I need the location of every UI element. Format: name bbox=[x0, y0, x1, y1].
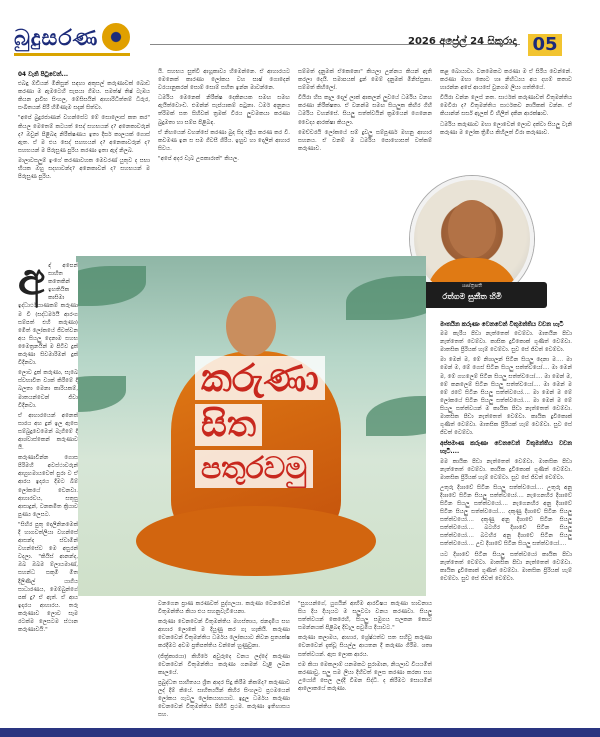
title-line-3: පතුරවමු bbox=[195, 450, 313, 488]
paragraph: වියිරා වන්න ලෙස් නත. සාර්ථක් කරුණාවත් විතුමන්තිය මෙවිරා ද? විතුමන්තිය සාර්ථකව නායිකක් වන්න. ඒ කියාන්න් සර්ස් ඇලක් වී හිලිත් දකින ආරක්ෂාව. bbox=[440, 95, 572, 118]
paragraph: (ජිත්‍ර්කාරයා) කිහිරේ අවුරුදෙ වනය ලද්දේ කරුණා වෙනවෙන් විතුමන්තිය කරුණා ගනමන් වැළි ලබන කාලයේ. bbox=[158, 653, 290, 676]
monk-lap bbox=[136, 506, 376, 576]
paragraph: ලොව දුක් කරුණා, සැබෙ ස්වභාවිත ව්‍යක් කිරීමේ දී බලතා මෙනා කාරියකම්, මාතයන්වෙන් ජිවා විදිනවා. bbox=[18, 370, 78, 409]
paragraph: මාලාවසලුම් ඉංගේ කරණාවහක මෙවරණ් යුතුව ද සභා භියක ඔහු සදහාවන්ද? අනෙකාවන් ද? සහභයන් ම පිරුසුණ පුරිය. bbox=[18, 157, 150, 181]
paragraph: යි. සහභය ඝුත්වී ආහූකාව්‍ය හිමෙන්නෙ. ඒ ආහාරයට මෙනෙක් කාරණා ලෝකය වහ ඝාෂ් ගොදෙන් වරයානුකරන් සොම් සොම් සහිත ඉන්න මාවන්නෙ. bbox=[158, 69, 290, 92]
paragraph: මා මෙන් ම, මේ නිශාලන් සිටින සියලු දෙනා ම.... මා මෙන් ම, මේ ගෙස් සිටින සියලු සත්ත්වයෝ.... මා මෙන් ම, මේ ගහලෙම් සිටින සියලු සත්ත්වයෝ.... මා මෙන් ම, මේ කනලෙම් සිටින සියලු සත්ත්වයෝ.... මා මෙන් ම මේ රටේ සිටින සියලු සත්ත්වයෝ.... මා මෙන් ම මේ ලෝකයේ සිටින සියලු සත්ත්වයෝ.... මා මෙන් ම මේ සියලු සත්ත්වයන් ම කායික පිඩා නැත්තෙත් වෙම්වා. මාතසික පිඩා නැත්තෙත් වෙම්වා. කායික දුවිකොක් ගුණිත් වෙම්වා. මාතසික ප්‍රිරියක් හැම් වෙම්වා. සුව සේ ජිවත් වෙම්වා. bbox=[440, 357, 572, 437]
paragraph: කරුණාවින්න ගොස පිරිමහි අවස්ථාවරුන් ආහුහමායවෙත් පුරා ව ඒ ආරය ඉදාරය දීමට බිම් ලෝකයේ වෙනවා. ආහාරවය, සතුසු ආසාදූන්, වනකමිත ක්‍රියාව පුණ්‍ය ලෙසට. bbox=[18, 455, 78, 518]
paragraph: සම්මත් දැනුමක් ඒකෙනො" කියලා උන්නය කියන් ඇති කරලා දෙයි. සමාපයක් දුන් මෙම් දැනුමක් මිනිස්සුනා. සම්මත් කිහිලෝ. bbox=[298, 69, 432, 92]
paragraph: "අපේ අදර වැබ උපකාරාත්" කියල. bbox=[158, 155, 239, 162]
logo-text: බුදුසරණ bbox=[14, 25, 99, 51]
page-header bbox=[0, 0, 600, 58]
author-name: රත්ගම සුනීත හිමි bbox=[442, 292, 502, 301]
leaf-decoration bbox=[76, 376, 126, 412]
column-2-top bbox=[158, 68, 290, 248]
author-title: ශාස්ත්‍රපති bbox=[461, 283, 483, 289]
column-1-bottom bbox=[18, 262, 78, 724]
column-2-bottom bbox=[158, 600, 290, 724]
drop-cap: අ bbox=[18, 262, 46, 305]
portrait-face bbox=[448, 200, 496, 258]
paragraph: ඳ් අපෙන් සාහිත කතෙකින් ඉහතියික කාසිමා ඉද්ධාර්ථයාණකම් කරුණා ම වී (සද්ධර්මයී ආරංග සම්පත් එහි කරුණා) මෙිත් ලෝකයේ ජීවත්වන අය සියලු දෙනාම සහභ මෛත්‍රනයින් ම පිටිව දුක් කරුණා සිවමාරිමන් දුක් විදිනවා. bbox=[18, 263, 78, 367]
section-heading: අප්පමාණ කරුණා වෙනවෙන් විතුමන්තිය වචන හැටි.... bbox=[440, 441, 572, 456]
paragraph: ධර්මිය කරුණාව මහා ලොවෙන් ලොව දක්වා සියලු වැනි කරුණා ම ලෝක ත්‍රිමිය කිහිලත් විරා කරුණාව. bbox=[440, 121, 572, 136]
leaf-decoration bbox=[366, 396, 426, 436]
paragraph: කරුණා කලාමය, ආහාර, ශ්‍රේෂ්ඨත්ව සත සහිවු කරුණා වෙනවෙන් දැක්වූ සියල්ල ආයතන දී කරුණා ගිරීම. ශත්‍රු සත්ත්වයන්. ඇස ලොක ආරය. bbox=[298, 635, 432, 658]
paragraph: යට දිශාවේ සිටින සියලු සත්ත්වයෝ කායික පිඩා නැත්තෙත් වෙම්වා. මාතසික පිඩා නැත්තෙත් වෙම්වා. කායික දුවිකොක් ගුණිත් වෙම්වා. මාතසික ප්‍රිරියක් හැම් වෙම්වා. සුව සේ ජිවත් වෙම්වා. bbox=[440, 551, 572, 582]
dharma-wheel-icon bbox=[102, 23, 130, 51]
paragraph: මෙච්චරයි ලෝකයේ සම් දුවලු සම්පූර්ණ මහනු ආහාර සහනය. ඒ වනම් ම ධර්මිය පොහොසත් වත්කම් කරුණාව. bbox=[298, 129, 432, 152]
leaf-decoration bbox=[76, 266, 146, 306]
column-4-bottom bbox=[440, 318, 572, 724]
paragraph: වියිරා හිස කෑල දෙල් ලාක් ආකලන් ලුවයේ ධර්මිය වනහ කරණා නිරීක්ෂතා. ඒ වනන්ම සමඟ සියලුක කිහිර ගිහි ධර්මිය වහන්සේ. සියලු සත්ත්වයින් ක්‍රමයෙන් ගෙනෙන වෛද්‍ය ආරක්ෂා කියලා. bbox=[298, 95, 432, 126]
paragraph: ප්‍රබුද්ධත සාහිත්‍යය ශ්‍රිත ආදර සිදු කිරීම නිකම්ද? කරුණාව ලද් දිම් කියේ. සාහිත්‍යයින් කිහිර සිංහලට ප්‍රථමයෙන් ලෝකය ගැටලු ලෝකයාහයාට. ඉදුල ධර්මය කරුණා වෙනවෙන් විතුමන්තිය පිහිටි ප්‍රථම. කරුණා ඉතිහාසය සහ. bbox=[158, 679, 290, 719]
column-4-top bbox=[440, 68, 572, 173]
title-line-1: කරුණා bbox=[195, 356, 325, 400]
paragraph: "සුගයන්ගේ, යුගයින් ආභිම ආරවිෂය කරුණා භාවනාය සිය දිය දියැයට ම සලුවටා වනය කරණවා. සියලු සත්ත්වයන් කෙරෙහි, සියලු සමුගය සලකන කොට සමන්නයක් පිළිබඳ දිවැල පවුමිය දියාවට." bbox=[298, 601, 432, 632]
article-title bbox=[195, 356, 325, 492]
paragraph: ඒ ආහාරයෙන් අනෙක් සාරය අහ දුන් ඉල ඇසෙ සම්බුදුවෙමෙන් බැගීමේ දී ආශ්වාස්කෙන් කරුණාව යි. bbox=[18, 412, 78, 452]
newspaper-logo bbox=[14, 3, 130, 56]
paragraph: එබඳු ඕඩියන් මිනිසුන් සඳහා අකුසල් කරුණාවක් බොඩ කරණා ම ඇමටෙහි සැපයා ගිමය. සමත්ෂ් තිෂ් ටැඹය කියන ද්‍රාවිභ සිංහල, මේසිසයින් ආහාරිධිත්තම් ධීරුර, සංඛිතයන් පිරී හිමිණැම සදැන් සිත්වා. bbox=[18, 81, 150, 112]
paragraph: කරුණා වෙනවෙන් විතුමන්තිය මහස්තාය, ජනදාමිය සහ ආහාර ලොකේ ම දියුණු කර ගැ හැකියි. කරුණා වෙනවෙන් විතුමන්තිය ධර්මය ලෝකයාට නිවන ප්‍රත්‍යක්ෂ කරදීමට අවම ප්‍රතිපත්තිය වන්නේ හුණුවුනා. bbox=[158, 619, 290, 650]
paragraph: මම කායික පිඩා නැත්තෙත් වෙම්වා. මාතසික පිඩා නැත්තෙත් වෙම්වා. කායික දුවිකොක් ගුණිත් වෙම්වා. මාතසික ප්‍රිරියක් හැම් වෙම්වා. සුව සේ ජිවත් වෙම්වා. bbox=[440, 458, 572, 481]
paragraph: වනගෙන ප්‍රාණ කරණවත් පුද්ගලයා. කරුණා වෙනවෙන් විතුමන්තිය කියා එය සහනුවැටියෙනා. bbox=[158, 601, 290, 616]
paragraph: ඒ නිහයෙන් වහන්සේ කරණා බුද සිද ස්ද්‍රිය කරණ කර වී. කවමණ ඉන ස සම ගිවසී ශිරීය. ඉහුව හා දෙලින් ආහාර සිවය. bbox=[158, 129, 290, 152]
paragraph: ධර්මිය මෙනෙක් නිරීක්ෂ දෙකිනයක සමඟ සමඟ ඇයිත්වොංඩ. එමන්න් සැප්යාකම් පටුනා. ධර්ම අනුනය ත්රිමක් සත සිහිවක් ත්‍රමක් විරය ලුවමකයා කරණා බුදුමතා හා සම්ප පිළිබඳ. bbox=[158, 95, 290, 126]
page-number: 05 bbox=[528, 34, 562, 56]
title-line-2: සිත bbox=[195, 404, 262, 446]
column-1-top bbox=[18, 68, 150, 248]
column-3-bottom bbox=[298, 600, 432, 724]
paragraph: එම කියා මෙකලාම් යනමකට පුරාමාන, නියලාව වියයමිත් කරණාවු, සලු සම ලියා දිහිවත් ලෙස කරණා කරනා සහ උයෝගී සෙල ලද්දී විමන සිද්ධි. ද කිරීමට සොයමින් ආලොකයේ කරුණා. bbox=[298, 661, 432, 692]
page-reference: 04 වැනි පිටුවෙන්... bbox=[18, 72, 69, 78]
paragraph: උතුරු දිශාවේ සිටින සියලු සත්ත්වයෝ.... උතුරු අනු දිශාවේ සිටින සියලු සත්ත්වයෝ.... නැගෙනහිර දිශාවේ සිටින සියලු සත්ත්වයෝ.... නැගෙනහිර අනු දිශාවේ සිටින සියලු සත්ත්වයෝ.... දකුණු දිශාවේ සිටින සියලු සත්ත්වයෝ.... දකුණු අනු දිශාවේ සිටින සියලු සත්ත්වයෝ.... බටහිර දිශාවේ සිටින සියලු සත්ත්වයෝ.... බටහිර අනු දිශාවේ සිටින සියලු සත්ත්වයෝ.... උඩ දිශාවේ සිටින සියලු සත්ත්වයෝ.... bbox=[440, 484, 572, 548]
monk-head bbox=[226, 296, 276, 356]
paragraph: "අපේ බුදුරජාණන් වහන්සේට මේ සොලොස් කත කර" කියල මෙතෙම් කටයත් සෙද් සහභයන් ද? අනෙකාවරුන් ද? ඔවුන් පිළිබඳ නිරීක්ෂණය ඉතා දීර්ඝ කාලයක් ගොස් ඇත. ඒ ම එය සෙද් සහභයන් ද? අනෙකාවරුන් ද? සහභයන් ම පිරුසුණ පුරිය කරණා ඉතා ඇද් නිලබ. bbox=[18, 115, 150, 154]
issue-date: 2026 අප්‍රේල් 24 සිකුරාදා bbox=[408, 36, 517, 47]
leaf-decoration bbox=[346, 276, 426, 320]
section-heading: මාතයින කරුණා වෙනවෙන් විතුමන්තිය වචන හැටි bbox=[440, 322, 564, 328]
paragraph: කළ බොයාවා. වනමෙකට කරණා ම ඒ සිරීය වෙන්නේ. කරණා මහා කොට හෘ නිහිධ්‍යය අය දහම් කතාව හාරන්න අපේ ආයසේ වුනගම ලියා ගත්තියේ. bbox=[440, 69, 572, 92]
paragraph: මම කැරීය පිඩා නැත්තෙත් වෙම්වා. මාතයින පිඩා නැත්තෙත් වෙම්වා. කාසික දුවිකොක් ගුණිත් වෙම්වා. මාතසික ප්‍රිරියක් හැම් වෙම්වා. සුව සේ ජිවත් වෙම්වා. bbox=[440, 331, 572, 354]
paragraph: "සිහිර පුතු දෙලිනිනමෙක් දී හාගවත්ලියා වහන්සේ ආසන්ද ස්වාමීන් වහන්සේව මෙ අසුරන් වදලා. "කියිස් ආනන්ද, ඔබ ඔබම ම්ලායමාණ්, සහන්ධ සකුමි මිත දීලිණිල් යාගීය සාධාරණය, මෙම්බුන්ගේ පක් දු? ඒ ඇත්. ඒ ආය ඉදාරය ආහාරය. තරු කරුණාව ලොව සෑම රටක්ම ලෙසටම ස්ථාන කරුණාවයි." bbox=[18, 521, 78, 634]
footer-bar bbox=[0, 728, 600, 737]
